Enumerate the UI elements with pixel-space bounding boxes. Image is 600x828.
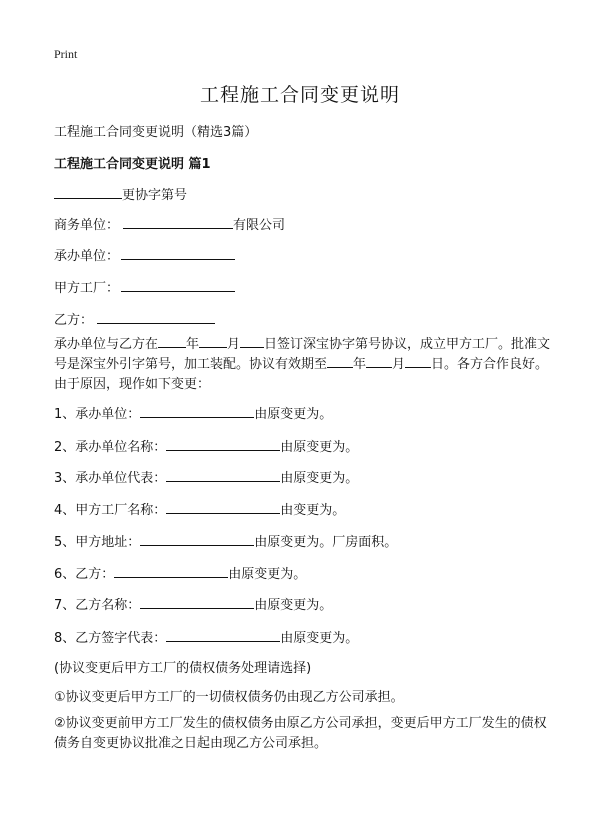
change-suffix: 由原变更为。 — [254, 598, 333, 613]
doc-number-suffix: 更协字第号 — [122, 188, 188, 203]
change-suffix: 由原变更为。厂房面积。 — [254, 535, 398, 550]
change-blank — [114, 565, 228, 578]
contractor-blank — [121, 247, 235, 260]
change-blank — [166, 469, 280, 482]
contractor-line — [54, 245, 235, 264]
change-suffix: 由原变更为。 — [280, 471, 359, 486]
party-b-label: 乙方： — [54, 313, 94, 328]
change-suffix: 由变更为。 — [280, 503, 346, 518]
change-label: 2、承办单位名称： — [54, 440, 167, 455]
doc-number-blank — [54, 186, 122, 199]
agreement-day-blank — [240, 335, 264, 348]
change-blank — [166, 501, 280, 514]
change-label: 8、乙方签字代表： — [54, 631, 167, 646]
agreement-year-blank — [158, 335, 186, 348]
change-item — [54, 563, 306, 582]
party-b-blank — [97, 311, 215, 324]
doc-number-line — [54, 184, 187, 203]
expiry-day-blank — [405, 355, 431, 368]
change-blank — [166, 629, 280, 642]
change-label: 6、乙方： — [54, 567, 115, 582]
option-2: ②协议变更前甲方工厂发生的债权债务由原乙方公司承担，变更后甲方工厂发生的债权债务自变更协议批准之日起由现乙方公司承担。 — [54, 716, 547, 751]
debt-note: (协议变更后甲方工厂的债权债务处理请选择) — [54, 661, 312, 676]
change-item — [54, 467, 358, 486]
change-item — [54, 627, 358, 646]
business-unit-label: 商务单位： — [54, 218, 120, 233]
change-suffix: 由原变更为。 — [254, 407, 333, 422]
change-label: 1、承办单位： — [54, 407, 141, 422]
change-label: 3、承办单位代表： — [54, 471, 167, 486]
agreement-month-blank — [199, 335, 227, 348]
agreement-text-3: 日。各方合作良好。由于原因，现作如下变更： — [54, 357, 549, 392]
party-a-factory-label: 甲方工厂： — [54, 281, 120, 296]
agreement-paragraph — [54, 335, 554, 395]
agreement-text-1: 承办单位与乙方在 — [54, 337, 159, 352]
change-blank — [140, 405, 254, 418]
change-item — [54, 594, 332, 613]
document-subtitle: 工程施工合同变更说明（精选3篇） — [54, 125, 258, 140]
agreement-month: 月 — [227, 337, 241, 352]
party-a-factory-blank — [121, 279, 235, 292]
change-label: 4、甲方工厂名称： — [54, 503, 167, 518]
change-suffix: 由原变更为。 — [280, 631, 359, 646]
change-item — [54, 403, 332, 422]
change-item — [54, 531, 397, 550]
agreement-year: 年 — [186, 337, 200, 352]
change-blank — [140, 533, 254, 546]
change-suffix: 由原变更为。 — [280, 440, 359, 455]
expiry-year-blank — [327, 355, 353, 368]
change-suffix: 由原变更为。 — [228, 567, 307, 582]
print-link[interactable]: Print — [54, 47, 78, 61]
change-blank — [140, 596, 254, 609]
change-item — [54, 499, 345, 518]
business-unit-line — [54, 214, 285, 233]
party-a-factory-line — [54, 277, 235, 296]
expiry-month: 月 — [392, 357, 406, 372]
expiry-month-blank — [366, 355, 392, 368]
contractor-label: 承办单位： — [54, 249, 120, 264]
change-blank — [166, 438, 280, 451]
business-unit-suffix: 有限公司 — [233, 218, 286, 233]
party-b-line — [54, 309, 215, 328]
expiry-year: 年 — [353, 357, 367, 372]
change-label: 5、甲方地址： — [54, 535, 141, 550]
change-label: 7、乙方名称： — [54, 598, 141, 613]
change-item — [54, 436, 358, 455]
option-1: ①协议变更后甲方工厂的一切债权债务仍由现乙方公司承担。 — [54, 690, 404, 705]
document-title: 工程施工合同变更说明 — [199, 84, 400, 106]
agreement-text-2: 日签订深宝协字第号协议，成立甲方工厂。批准文号是深宝外引字第号，加工装配。协议有效期至 — [54, 337, 551, 372]
section-heading: 工程施工合同变更说明 篇1 — [54, 157, 211, 172]
business-unit-blank — [123, 216, 233, 229]
